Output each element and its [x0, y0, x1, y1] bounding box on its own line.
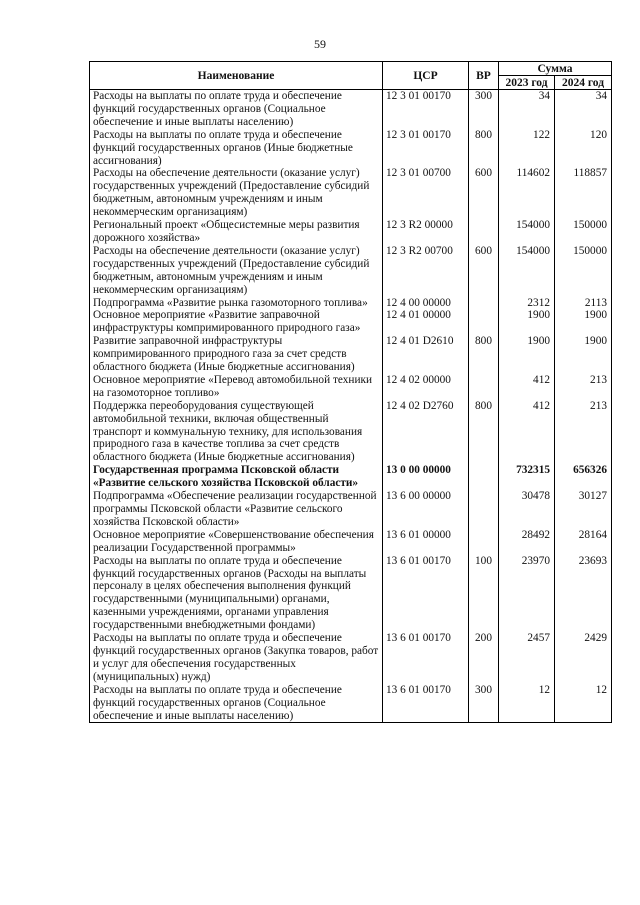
- cell-2024: 12: [555, 684, 612, 723]
- table-row: [90, 129, 612, 168]
- cell-name: Основное мероприятие «Совершенствование обеспечения реализации Государственной программы»: [90, 529, 383, 555]
- cell-2024: 1900: [555, 309, 612, 335]
- cell-csr: 12 4 02 D2760: [383, 400, 469, 465]
- cell-csr: 13 6 01 00170: [383, 684, 469, 723]
- cell-2024: 213: [555, 374, 612, 400]
- cell-csr: 13 6 00 00000: [383, 490, 469, 529]
- cell-name: Расходы на обеспечение деятельности (оказание услуг) государственных учреждений (Предоставление субсидий бюджетным, автономным учреждениям и иным некоммерческим организациям): [90, 245, 383, 297]
- table-row: [90, 167, 612, 219]
- cell-csr: 12 4 02 00000: [383, 374, 469, 400]
- cell-csr: 13 6 01 00170: [383, 632, 469, 684]
- cell-2023: 2312: [499, 297, 555, 310]
- table-row: [90, 245, 612, 297]
- cell-2023: 154000: [499, 219, 555, 245]
- table-row: [90, 219, 612, 245]
- table-row: [90, 555, 612, 632]
- cell-2023: 412: [499, 374, 555, 400]
- cell-2023: 1900: [499, 309, 555, 335]
- budget-table: [89, 61, 612, 723]
- header-name: Наименование: [90, 62, 383, 90]
- cell-vr: [469, 309, 499, 335]
- cell-csr: 12 4 01 D2610: [383, 335, 469, 374]
- table-row: [90, 632, 612, 684]
- cell-2023: 2457: [499, 632, 555, 684]
- cell-2024: 150000: [555, 219, 612, 245]
- cell-csr: 13 6 01 00170: [383, 555, 469, 632]
- cell-vr: [469, 297, 499, 310]
- table-header: [90, 62, 612, 90]
- cell-vr: [469, 219, 499, 245]
- header-csr: ЦСР: [383, 62, 469, 90]
- cell-csr: 12 3 R2 00000: [383, 219, 469, 245]
- table-row: [90, 297, 612, 310]
- cell-name: Расходы на выплаты по оплате труда и обеспечение функций государственных органов (Иные бюджетные ассигнования): [90, 129, 383, 168]
- cell-name: Подпрограмма «Развитие рынка газомоторного топлива»: [90, 297, 383, 310]
- header-sum: Сумма: [499, 62, 612, 76]
- cell-name: Поддержка переоборудования существующей автомобильной техники, включая общественный транспорт и коммунальную технику, для использования природного газа в качестве топлива за счет средств областного бюджета (Иные бюджетные ассигнования): [90, 400, 383, 465]
- cell-csr: 12 4 01 00000: [383, 309, 469, 335]
- cell-vr: 800: [469, 335, 499, 374]
- cell-2024: 118857: [555, 167, 612, 219]
- cell-2024: 150000: [555, 245, 612, 297]
- cell-2024: 30127: [555, 490, 612, 529]
- cell-csr: 13 0 00 00000: [383, 464, 469, 490]
- table-row: [90, 400, 612, 465]
- table-row: [90, 464, 612, 490]
- table-body: [90, 90, 612, 723]
- cell-2023: 30478: [499, 490, 555, 529]
- header-year-2023: 2023 год: [499, 76, 555, 90]
- cell-csr: 12 3 01 00700: [383, 167, 469, 219]
- cell-2023: 412: [499, 400, 555, 465]
- cell-2023: 1900: [499, 335, 555, 374]
- cell-csr: 12 3 01 00170: [383, 129, 469, 168]
- cell-2023: 732315: [499, 464, 555, 490]
- cell-vr: [469, 374, 499, 400]
- cell-vr: [469, 490, 499, 529]
- cell-2024: 28164: [555, 529, 612, 555]
- table-row: [90, 529, 612, 555]
- cell-vr: 600: [469, 167, 499, 219]
- table-row: [90, 335, 612, 374]
- cell-vr: [469, 464, 499, 490]
- cell-name: Основное мероприятие «Развитие заправочной инфраструктуры компримированного природного газа»: [90, 309, 383, 335]
- header-vr: ВР: [469, 62, 499, 90]
- table-row: [90, 309, 612, 335]
- cell-csr: 12 3 01 00170: [383, 90, 469, 129]
- table-row: [90, 684, 612, 723]
- cell-2023: 12: [499, 684, 555, 723]
- cell-name: Государственная программа Псковской области «Развитие сельского хозяйства Псковской области»: [90, 464, 383, 490]
- header-year-2024: 2024 год: [555, 76, 612, 90]
- cell-csr: 12 4 00 00000: [383, 297, 469, 310]
- cell-2023: 34: [499, 90, 555, 129]
- cell-name: Расходы на обеспечение деятельности (оказание услуг) государственных учреждений (Предоставление субсидий бюджетным, автономным учреждениям и иным некоммерческим организациям): [90, 167, 383, 219]
- cell-name: Расходы на выплаты по оплате труда и обеспечение функций государственных органов (Социальное обеспечение и иные выплаты населению): [90, 684, 383, 723]
- cell-2024: 120: [555, 129, 612, 168]
- cell-2024: 1900: [555, 335, 612, 374]
- cell-name: Подпрограмма «Обеспечение реализации государственной программы Псковской области «Развитие сельского хозяйства Псковской области»: [90, 490, 383, 529]
- cell-vr: 300: [469, 684, 499, 723]
- cell-vr: 300: [469, 90, 499, 129]
- cell-name: Расходы на выплаты по оплате труда и обеспечение функций государственных органов (Социальное обеспечение и иные выплаты населению): [90, 90, 383, 129]
- table-row: [90, 490, 612, 529]
- cell-2023: 122: [499, 129, 555, 168]
- cell-name: Региональный проект «Общесистемные меры развития дорожного хозяйства»: [90, 219, 383, 245]
- cell-vr: 800: [469, 400, 499, 465]
- table-row: [90, 374, 612, 400]
- cell-2023: 154000: [499, 245, 555, 297]
- cell-name: Основное мероприятие «Перевод автомобильной техники на газомоторное топливо»: [90, 374, 383, 400]
- cell-2023: 23970: [499, 555, 555, 632]
- cell-vr: [469, 529, 499, 555]
- cell-csr: 12 3 R2 00700: [383, 245, 469, 297]
- cell-vr: 100: [469, 555, 499, 632]
- cell-2023: 114602: [499, 167, 555, 219]
- cell-2024: 34: [555, 90, 612, 129]
- cell-vr: 600: [469, 245, 499, 297]
- cell-name: Развитие заправочной инфраструктуры компримированного природного газа за счет средств областного бюджета (Иные бюджетные ассигнования): [90, 335, 383, 374]
- cell-2023: 28492: [499, 529, 555, 555]
- cell-2024: 656326: [555, 464, 612, 490]
- cell-2024: 2429: [555, 632, 612, 684]
- table-row: [90, 90, 612, 129]
- cell-name: Расходы на выплаты по оплате труда и обеспечение функций государственных органов (Закупка товаров, работ и услуг для обеспечения государственных (муниципальных) нужд): [90, 632, 383, 684]
- cell-vr: 200: [469, 632, 499, 684]
- cell-2024: 2113: [555, 297, 612, 310]
- cell-name: Расходы на выплаты по оплате труда и обеспечение функций государственных органов (Расходы на выплаты персоналу в целях обеспечения выполнения функций государственными (муниципальными) органами, казенными учреждениями, органами управления государственными внебюджетными фондами): [90, 555, 383, 632]
- cell-2024: 213: [555, 400, 612, 465]
- cell-csr: 13 6 01 00000: [383, 529, 469, 555]
- page-number: 59: [314, 37, 326, 51]
- cell-2024: 23693: [555, 555, 612, 632]
- cell-vr: 800: [469, 129, 499, 168]
